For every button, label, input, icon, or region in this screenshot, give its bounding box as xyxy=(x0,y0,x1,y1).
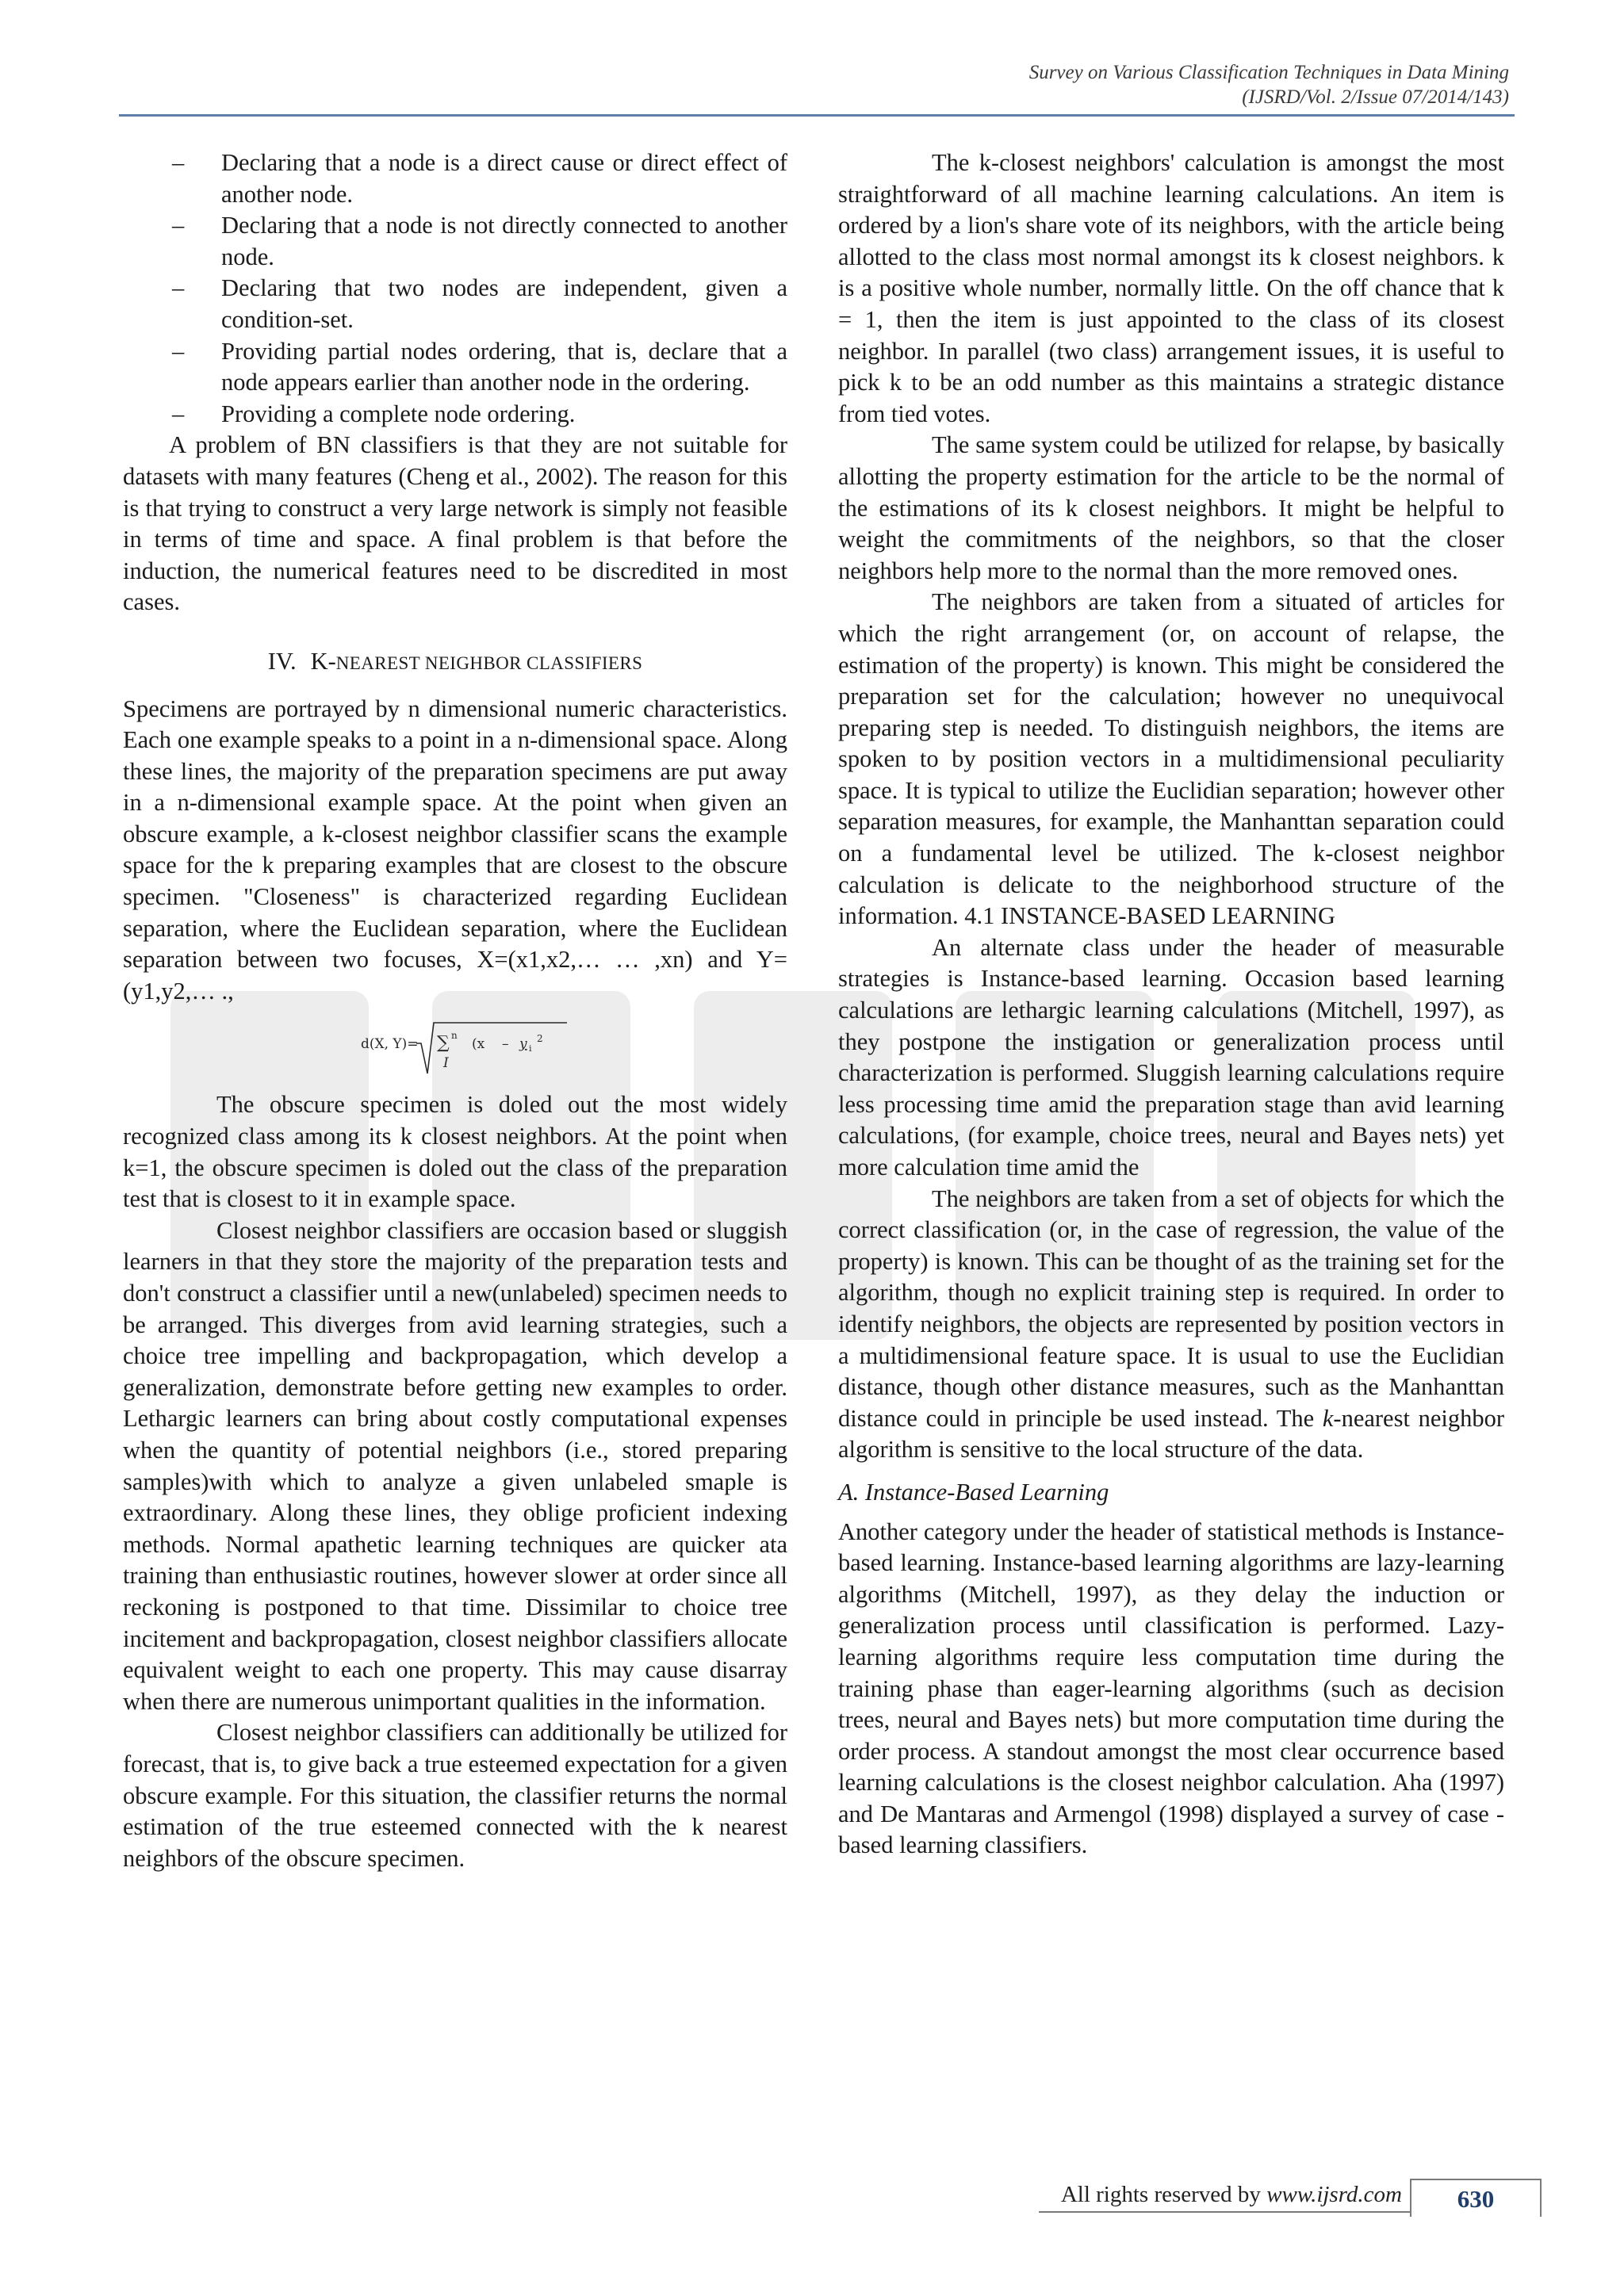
constraint-list xyxy=(123,147,787,430)
section-title-k: K- xyxy=(310,647,336,675)
dash-bullet-icon: – xyxy=(172,149,185,176)
list-item: – Declaring that a node is not directly connected to another node. xyxy=(172,212,787,270)
formula-exponent: 2 xyxy=(537,1033,543,1045)
dash-bullet-icon: – xyxy=(172,212,185,239)
paragraph-kclosest: The k-closest neighbors' calculation is amongst the most straightforward of all machine learning calculations. An item is ordered by a lion's share vote of its neighbors, with the article being allotted to the class most normal amongst its k closest neighbors. k is a positive whole number, normally little. On the off chance that k = 1, then the item is just appointed to the class of its closest neighbor. In parallel (two class) arrangement issues, it is useful to pick k to be an odd number as this maintains a strategic distance from tied votes. xyxy=(838,149,1504,427)
section-title: NEAREST NEIGHBOR CLASSIFIERS xyxy=(335,652,643,673)
dash-bullet-icon: – xyxy=(172,274,185,302)
formula-subscript: i xyxy=(529,1043,532,1054)
paragraph-forecast: Closest neighbor classifiers can additionally be utilized for forecast, that is, to give back a true esteemed expectation for a given obscure example. For this situation, the classifier returns the normal estimation of the true esteemed connected with the k nearest neighbors of the obscure specimen. xyxy=(123,1719,787,1872)
section-heading xyxy=(123,646,787,679)
formula-lhs: d(X, Y)= xyxy=(361,1036,419,1053)
paragraph-obscure: The obscure specimen is doled out the most widely recognized class among its k closest neighbors. At the point when k=1, the obscure specimen is doled out the class of the preparation test that is closest to it in example space. xyxy=(123,1091,787,1213)
paragraph-alternate: An alternate class under the header of measurable strategies is Instance-based learning. Occasion based learning calculations are lethargic learning calculations (Mitchell, 1997), as they postpone the instigation or generalization process until characterization is performed. Sluggish learning calculations require less processing time amid the preparation stage than avid learning calculations, (for example, choice trees, neural and Bayes nets) yet more calculation time amid the xyxy=(838,933,1504,1181)
paragraph-closest: Closest neighbor classifiers are occasion based or sluggish learners in that they store the majority of the preparation tests and don't construct a classifier until a new(unlabeled) specimen needs to be arranged. This diverges from avid learning strategies, such a choice tree impelling and backpropagation, which develop a generalization, demonstrate before getting new examples to order. Lethargic learners can bring about costly computational expenses when the quantity of potential neighbors (i.e., stored preparing samples)with which to analyze a given unlabeled smaple is extraordinary. Along these lines, they oblige proficient indexing methods. Normal apathetic learning techniques are quicker ata training than enthusiastic routines, however slower at order since all reckoning is postponed to that time. Dissimilar to choice tree incitement and backpropagation, closest neighbor classifiers allocate equivalent weight to each one property. This may cause disarray when there are numerous unimportant qualities in the information. xyxy=(123,1216,787,1715)
header-journal: (IJSRD/Vol. 2/Issue 07/2014/143) xyxy=(1242,86,1509,108)
formula-minus: – xyxy=(502,1036,509,1053)
formula-y-term: y xyxy=(519,1036,527,1053)
paragraph-relapse: The same system could be utilized for relapse, by basically allotting the property estimation for the article to be the normal of the estimations of its k closest neighbors. It might be helpful to weight the commitments of the neighbors, so that the closer neighbors help more to the normal than the more removed ones. xyxy=(838,431,1504,584)
formula-upper-limit: n xyxy=(451,1030,458,1042)
formula-x-term: (x xyxy=(472,1036,485,1053)
formula-lower-limit: I xyxy=(443,1055,449,1072)
dash-bullet-icon: – xyxy=(172,337,185,365)
paragraph-set: The neighbors are taken from a set of objects for which the correct classification (or, in the case of regression, the value of the property) is known. This can be thought of as the training set for the algorithm, though no explicit training step is required. In order to identify neighbors, the objects are represented by position vectors in a multidimensional feature space. It is usual to use the Euclidian distance, though other distance measures, such as the Manhanttan distance could in principle be used instead. The k-nearest neighbor algorithm is sensitive to the local structure of the data. xyxy=(838,1184,1505,1464)
footer-rule xyxy=(1039,2211,1411,2213)
paragraph-category: Another category under the header of statistical methods is Instance-based learning. Instance-based learning algorithms are lazy-learning algorithms (Mitchell, 1997), as they delay the induction or generalization process until classification is performed. Lazy-learning algorithms require less computation time during the training phase than eager-learning algorithms (such as decision trees, neural and Bayes nets) but more computation time during the order process. A standout amongst the most clear occurrence based learning calculations is the closest neighbor calculation. Aha (1997) and De Mantaras and Armengol (1998) displayed a survey of case -based learning classifiers. xyxy=(838,1517,1504,1859)
list-item: – Declaring that a node is a direct cause or direct effect of another node. xyxy=(172,149,787,208)
paragraph-situated: The neighbors are taken from a situated of articles for which the right arrangement (or, on account of relapse, the estimation of the property) is known. This might be considered the preparation set for the calculation; however no unequivocal preparing step is needed. To distinguish neighbors, the items are spoken to by position vectors in a multidimensional peculiarity space. It is typical to utilize the Euclidian separation; however other separation measures, for example, the Manhanttan separation could on a fundamental level be utilized. The k-closest neighbor calculation is delicate to the neighborhood structure of the information. 4.1 INSTANCE-BASED LEARNING xyxy=(838,588,1504,930)
subsection-heading: A. Instance-Based Learning xyxy=(838,1478,1109,1506)
dash-bullet-icon: – xyxy=(172,400,185,427)
page-number: 630 xyxy=(1410,2179,1542,2217)
list-item: – Providing a complete node ordering. xyxy=(221,399,787,430)
section-number: IV. xyxy=(267,647,297,675)
running-header xyxy=(1029,60,1509,109)
left-column xyxy=(123,147,787,1874)
paragraph-bn-problem: A problem of BN classifiers is that they are not suitable for datasets with many features (Cheng et al., 2002). The reason for this is that trying to construct a very large network is simply not feasible in terms of time and space. A final problem is that before the induction, the numerical features need to be discredited in most cases. xyxy=(123,431,787,616)
formula-sigma: ∑ xyxy=(437,1033,450,1054)
list-item: – Providing partial nodes ordering, that is, declare that a node appears earlier than another node in the ordering. xyxy=(172,337,787,396)
footer-rights xyxy=(1061,2182,1402,2208)
header-title: Survey on Various Classification Techniques in Data Mining xyxy=(1028,62,1509,83)
euclidean-formula xyxy=(123,1020,787,1085)
paragraph-specimens: Specimens are portrayed by n dimensional numeric characteristics. Each one example speaks to a point in a n-dimensional space. Along these lines, the majority of the preparation specimens are put away in a n-dimensional example space. At the point when given an obscure example, a k-closest neighbor classifier scans the example space for the k preparing examples that are closest to the obscure specimen. "Closeness" is characterized regarding Euclidean separation, where the Euclidean separation, where the Euclidean separation between two focuses, X=(x1,x2,… … ,xn) and Y=(y1,y2,… ., xyxy=(123,695,787,1004)
footer-site-link[interactable]: www.ijsrd.com xyxy=(1266,2182,1402,2207)
footer-rights-text: All rights reserved by xyxy=(1060,2182,1267,2207)
right-column xyxy=(838,147,1504,1862)
header-rule xyxy=(119,114,1515,117)
list-item: – Declaring that two nodes are independent, given a condition-set. xyxy=(172,274,787,333)
